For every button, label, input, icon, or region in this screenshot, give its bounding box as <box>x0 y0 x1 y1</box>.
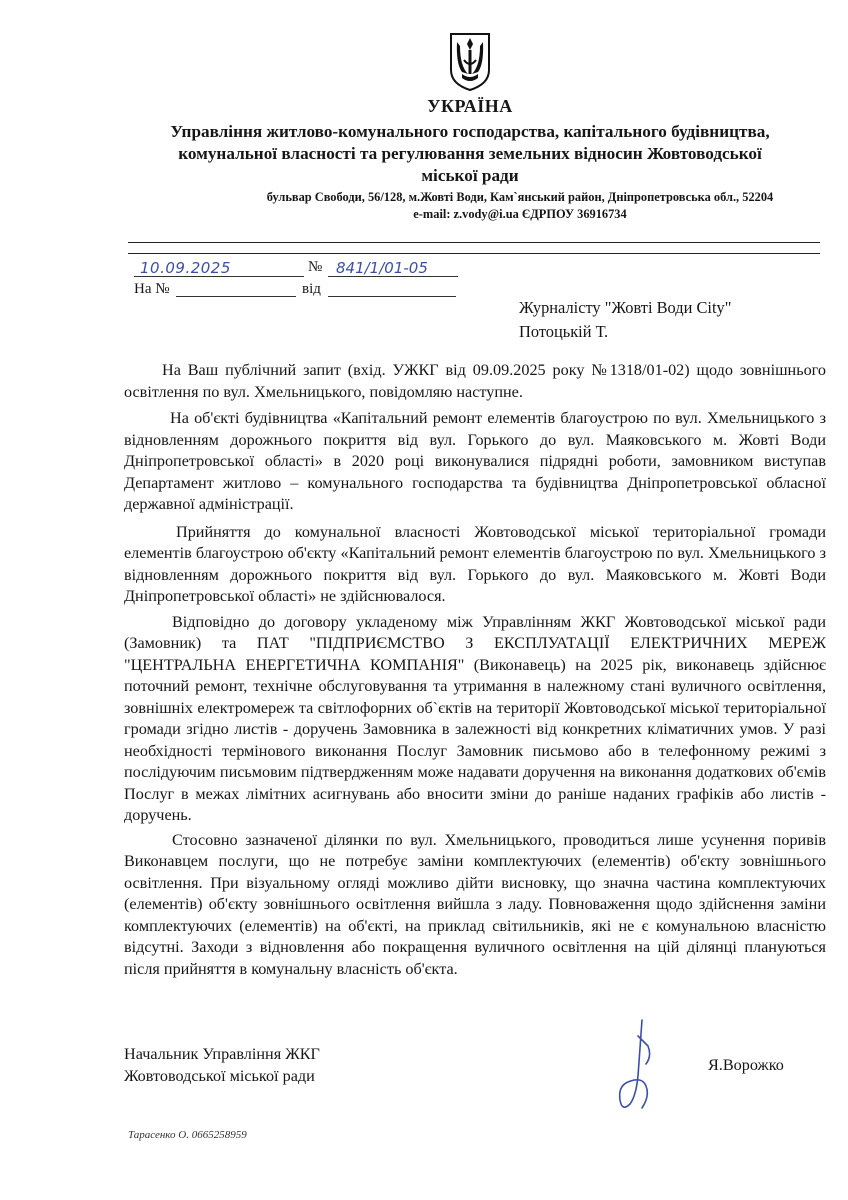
recipient-line-1: Журналісту "Жовті Води City" <box>519 298 732 317</box>
paragraph-contract: Відповідно до договору укладеному між Управлінням ЖКГ Жовтоводської міської ради (Замовник) та ПАТ "ПІДПРИЄМСТВО З ЕКСПЛУАТАЦІЇ ЕЛЕКТРИЧНИХ МЕРЕЖ "ЦЕНТРАЛЬНА ЕНЕРГЕТИЧНА КОМПАНІЯ" (Виконавець) на 2025 рік, виконавець здійснює поточний ремонт, технічне обслуговування та утримання в належному стані вуличного освітлення, зовнішніх електромереж та світлофорних об`єктів на території Жовтоводської міської територіальної громади згідно листів - доручень Замовника в залежності від конкретних кліматичних умов. У разі необхідності термінового виконання Послуг Замовник письмово або в телефонному режимі з послідуючим письмовим підтвердженням може надавати доручення на виконання додаткових об'ємів Послуг в межах лімітних асигнувань або вносити зміни до раніше наданих графіків або листів - доручень. <box>124 612 826 824</box>
paragraph-ownership: Прийняття до комунальної власності Жовтоводської міської територіальної громади елементів благоустрою об'єкту «Капітальний ремонт елементів благоустрою по вул. Хмельницького з відновленням дорожнього покриття від вул. Горького до вул. Маяковського м. Жовті Води Дніпропетровської області» не здійснювалося. <box>124 522 826 605</box>
signatory-title <box>124 1043 320 1087</box>
organization-line-2: комунальної власності та регулювання земельних відносин Жовтоводської <box>178 144 762 163</box>
organization-line-1: Управління житлово-комунального господарства, капітального будівництва, <box>170 122 770 141</box>
executor-contact: Тарасенко О. 0665258959 <box>128 1129 247 1141</box>
organization-name <box>110 121 830 187</box>
signatory-title-line-1: Начальник Управління ЖКГ <box>124 1045 320 1063</box>
signatory-name: Я.Ворожко <box>708 1056 784 1074</box>
outgoing-date: 10.09.2025 <box>134 259 304 277</box>
outgoing-number: 841/1/01-05 <box>328 259 458 277</box>
incoming-number-blank <box>176 283 296 297</box>
paragraph-section-status: Стосовно зазначеної ділянки по вул. Хмельницького, проводиться лише усунення поривів Виконавцем послуги, що не потребує заміни комплектуючих (елементів) об'єкту зовнішнього освітлення. При візуальному огляді можливо дійти висновку, що значна частина комплектуючих (елементів) об'єкту зовнішнього освітлення вийшла з ладу. Повноваження щодо здійснення заміни комплектуючих (елементів) на об'єкті, на приклад світильників, які не є комунальною власністю відсутні. Заходи з відновлення або покращення вуличного освітлення на цій ділянці плануються після прийняття в комунальну власність об'єкта. <box>124 830 826 978</box>
trident-emblem-icon <box>448 30 492 92</box>
paragraph-request: На Ваш публічний запит (вхід. УЖКГ від 09.09.2025 року №1318/01-02) щодо зовнішнього освітлення по вул. Хмельницького, повідомляю наступне. <box>124 361 826 401</box>
organization-line-3: міської ради <box>421 166 519 185</box>
header-divider-bottom <box>128 253 820 254</box>
incoming-number-label: На № <box>134 281 170 297</box>
handwritten-signature <box>612 1016 664 1114</box>
recipient-block <box>519 296 731 344</box>
outgoing-number-label: № <box>308 259 323 275</box>
contact-line: e-mail: z.vody@i.ua ЄДРПОУ 36916734 <box>413 207 627 221</box>
incoming-date-label: від <box>302 281 321 297</box>
organization-address <box>160 189 848 223</box>
recipient-line-2: Потоцькій Т. <box>519 322 609 341</box>
address-line: бульвар Свободи, 56/128, м.Жовті Води, Кам`янський район, Дніпропетровська обл., 52204 <box>266 190 774 204</box>
incoming-date-blank <box>328 283 456 297</box>
letter-body <box>124 360 826 980</box>
signatory-title-line-2: Жовтоводської міської ради <box>124 1067 315 1085</box>
header-divider-top <box>128 242 820 243</box>
country-title: УКРАЇНА <box>427 96 513 116</box>
paragraph-construction: На об'єкті будівництва «Капітальний ремонт елементів благоустрою по вул. Хмельницького з відновленням дорожнього покриття від вул. Горького до вул. Маяковського м. Жовті Води Дніпропетровської області» в 2020 році виконувалися підрядні роботи, замовником виступав Департамент житлово – комунального господарства та будівництва Дніпропетровської обласної державної адміністрації. <box>124 409 826 513</box>
